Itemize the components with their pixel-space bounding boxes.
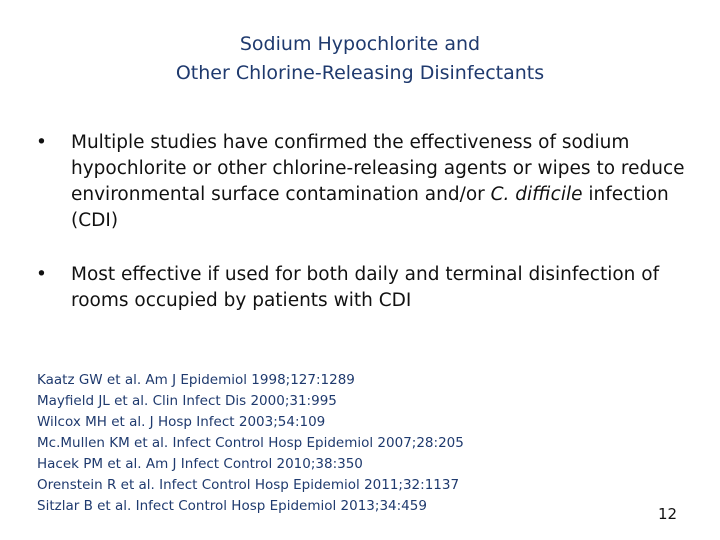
title-line-1: Sodium Hypochlorite and — [239, 33, 481, 55]
bullet-text: Multiple studies have confirmed the effectiveness of sodium hypochlorite or other chlorine-releasing agents or wipes to reduce environmental surface contamination and/or C. difficile infection (CDI) — [71, 132, 685, 231]
reference-item: Orenstein R et al. Infect Control Hosp Epidemiol 2011;32:1137 — [37, 477, 460, 493]
reference-item: Kaatz GW et al. Am J Epidemiol 1998;127:1289 — [37, 372, 355, 388]
bullet-marker: • — [36, 132, 47, 153]
bullet-marker: • — [36, 264, 47, 285]
reference-list — [37, 370, 597, 517]
title-line-2: Other Chlorine-Releasing Disinfectants — [175, 62, 545, 84]
bullet-item — [36, 262, 696, 314]
bullet-list — [36, 130, 696, 342]
reference-item: Hacek PM et al. Am J Infect Control 2010;38:350 — [37, 456, 363, 472]
bullet-item — [36, 130, 696, 234]
reference-item: Mc.Mullen KM et al. Infect Control Hosp Epidemiol 2007;28:205 — [37, 435, 464, 451]
page-number: 12 — [658, 505, 678, 523]
bullet-text: Most effective if used for both daily and terminal disinfection of rooms occupied by patients with CDI — [71, 264, 660, 311]
organism-name: C. difficile — [490, 184, 583, 205]
reference-item: Mayfield JL et al. Clin Infect Dis 2000;31:995 — [37, 393, 337, 409]
slide-title — [0, 30, 720, 88]
reference-item: Sitzlar B et al. Infect Control Hosp Epidemiol 2013;34:459 — [37, 498, 427, 514]
reference-item: Wilcox MH et al. J Hosp Infect 2003;54:109 — [37, 414, 326, 430]
